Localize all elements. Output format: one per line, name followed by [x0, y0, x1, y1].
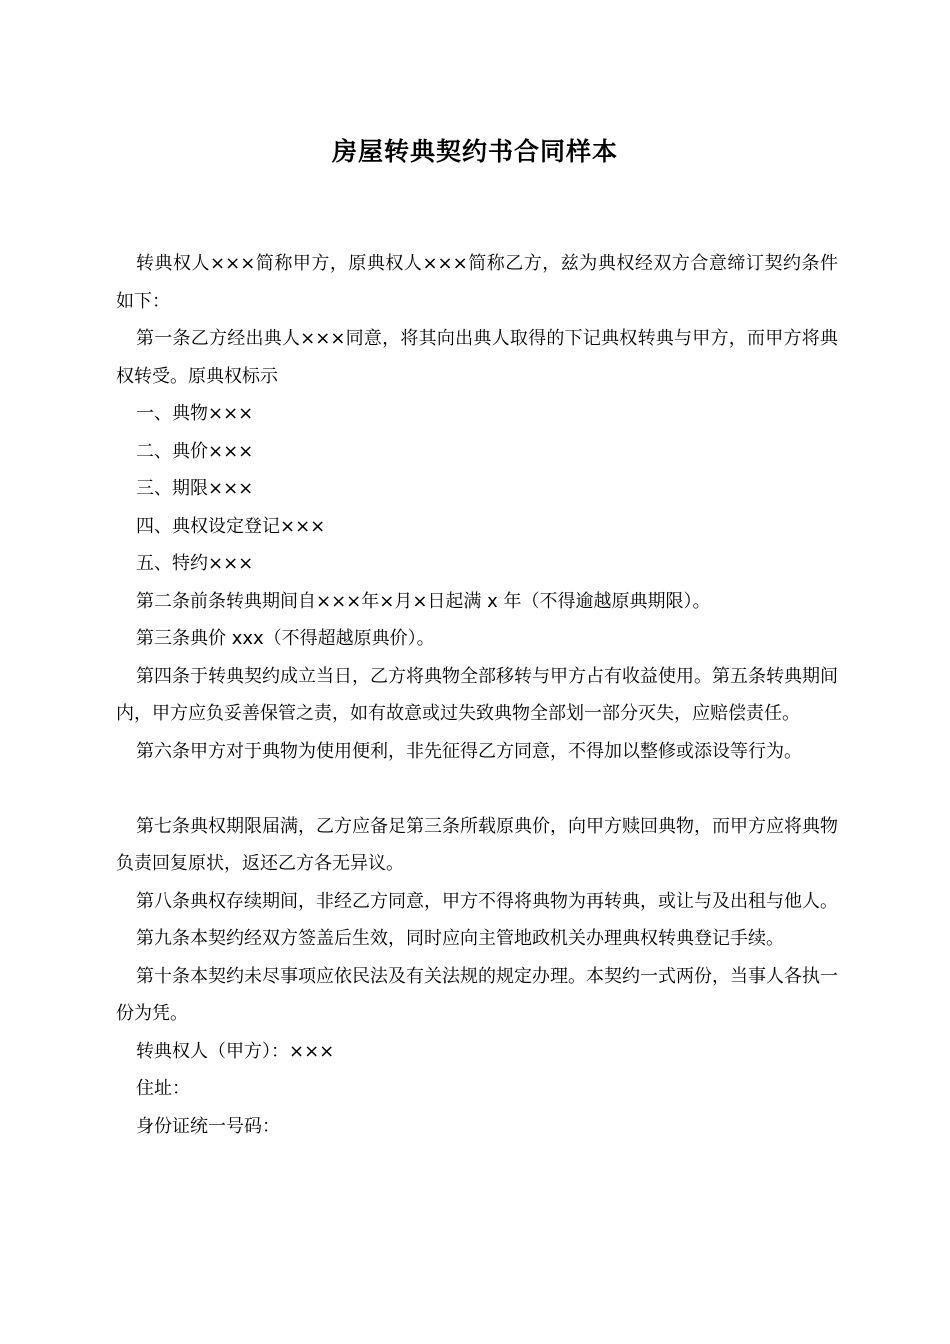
document-body [116, 245, 838, 1145]
paragraph-article-1: 第一条乙方经出典人×××同意，将其向出典人取得的下记典权转典与甲方，而甲方将典权转受。原典权标示 [116, 328, 838, 387]
paragraph-article-3: 第三条典价 xxx（不得超越原典价）。 [136, 628, 435, 649]
paragraph-article-8: 第八条典权存续期间，非经乙方同意，甲方不得将典物为再转典，或让与及出租与他人。 [136, 890, 838, 912]
document-title: 房屋转典契约书合同样本 [331, 137, 618, 166]
paragraph-article-10: 第十条本契约未尽事项应依民法及有关法规的规定办理。本契约一式两份，当事人各执一份为凭。 [116, 965, 838, 1024]
list-item-pledged-property: 一、典物××× [136, 403, 254, 424]
list-item-registration: 四、典权设定登记××× [136, 515, 326, 537]
paragraph-intro: 转典权人×××简称甲方，原典权人×××简称乙方，兹为典权经双方合意缔订契约条件如下： [116, 253, 838, 312]
list-item-special-terms: 五、特约××× [136, 553, 254, 574]
paragraph-article-6: 第六条甲方对于典物为使用便利，非先征得乙方同意，不得加以整修或添设等行为。 [136, 740, 802, 762]
paragraph-article-7: 第七条典权期限届满，乙方应备足第三条所载原典价，向甲方赎回典物，而甲方应将典物负责回复原状，返还乙方各无异议。 [116, 815, 838, 874]
list-item-pledge-price: 二、典价××× [136, 440, 254, 462]
signature-id-number: 身份证统一号码： [136, 1115, 280, 1137]
paragraph-article-4-5: 第四条于转典契约成立当日，乙方将典物全部移转与甲方占有收益使用。第五条转典期间内，甲方应负妥善保管之责，如有故意或过失致典物全部划一部分灭失，应赔偿责任。 [116, 665, 838, 724]
signature-address: 住址： [136, 1078, 190, 1099]
signature-party-a: 转典权人（甲方）：××× [136, 1040, 335, 1062]
paragraph-article-2: 第二条前条转典期间自×××年×月×日起满 x 年（不得逾越原典期限）。 [136, 590, 711, 612]
paragraph-article-9: 第九条本契约经双方签盖后生效，同时应向主管地政机关办理典权转典登记手续。 [136, 928, 784, 949]
list-item-term: 三、期限××× [136, 478, 254, 499]
blank-line [116, 770, 838, 808]
